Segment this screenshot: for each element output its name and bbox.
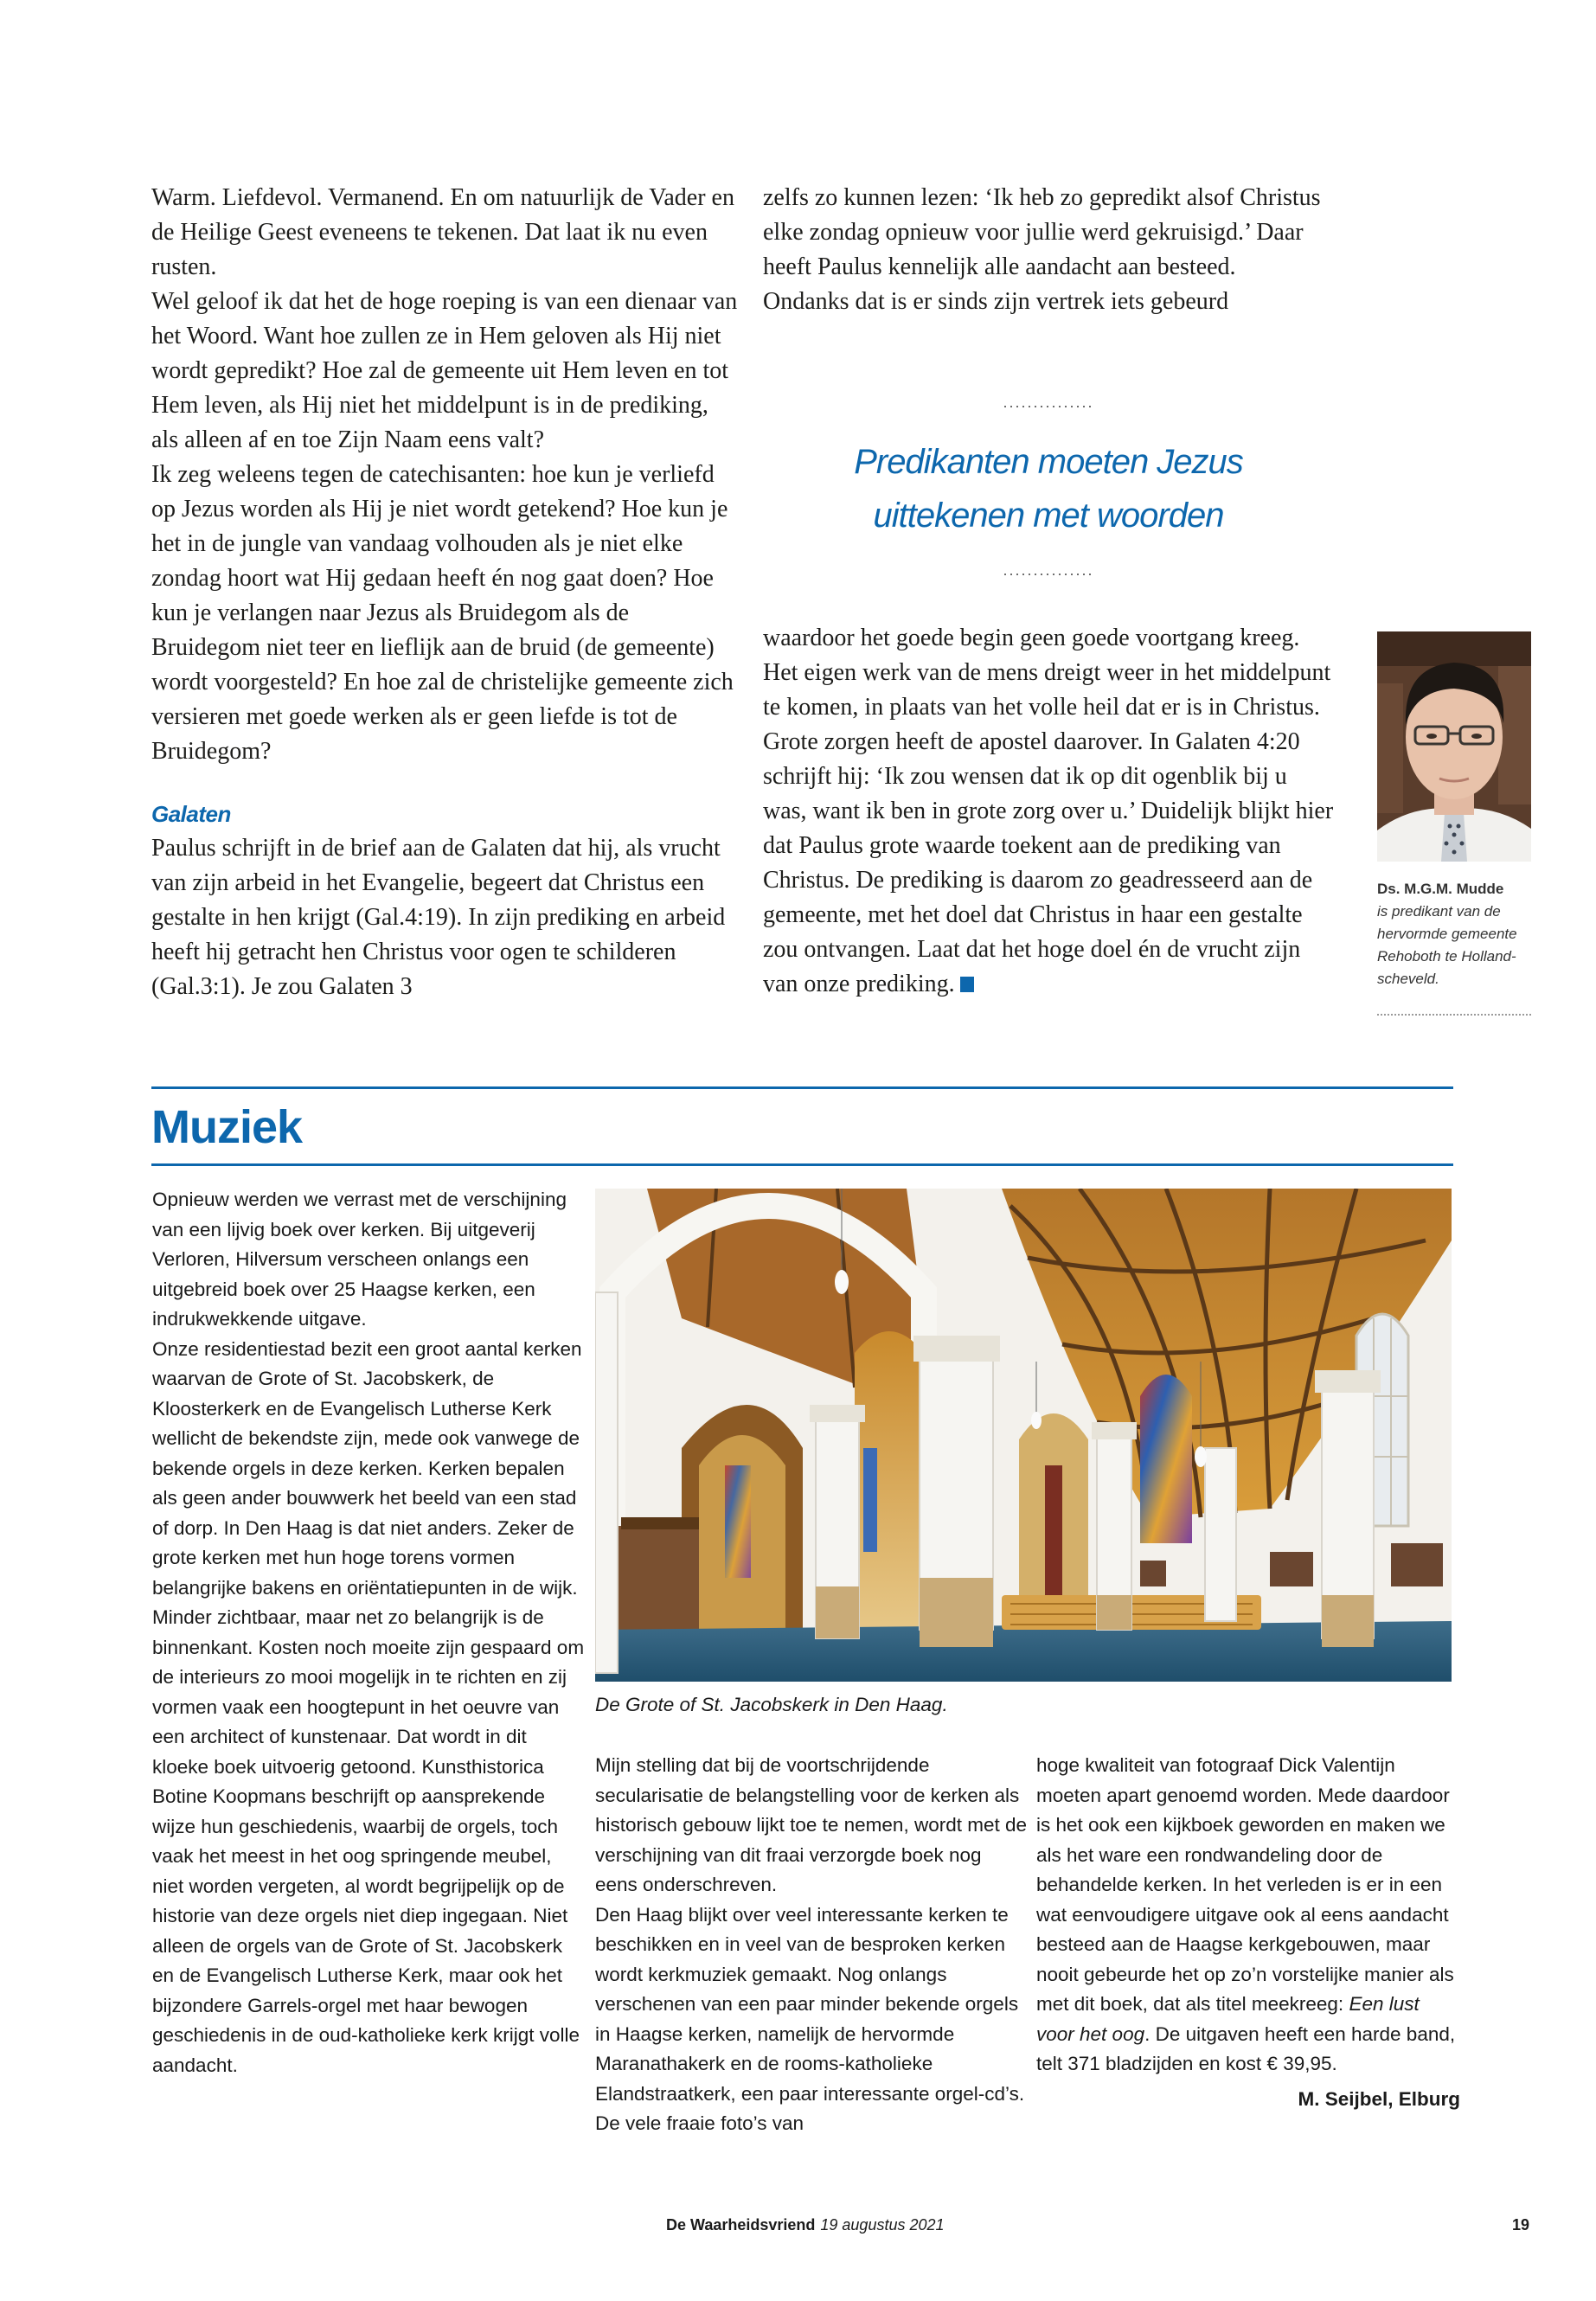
publication-name: De Waarheidsvriend [666,2216,816,2234]
book-title: Een lust voor het oog [1036,1993,1420,2045]
pull-quote-text [763,435,1334,542]
page-footer [666,2214,945,2235]
paragraph: Wel geloof ik dat het de hoge roeping is van een dienaar van het Woord. Want hoe zullen ze in Hem geloven als Hij niet wordt gepredikt? Hoe zal de gemeente uit Hem leven en tot Hem leven, als Hij niet het middelpunt is in de prediking, als alleen af en toe Zijn Naam eens valt? [151,288,738,453]
paragraph: Den Haag blijkt over veel interessante kerken te beschikken en in veel van de besproken kerken wordt kerkmuziek gemaakt. Nog onlangs verschenen van een paar minder bekende orgels in Haagse kerken, namelijk de hervormde Maranathakerk en de rooms-katholieke Elandstraatkerk, een paar interessante orgel-cd’s. De vele fraaie foto’s van [595,1903,1025,2134]
section-rule-top [151,1086,1453,1089]
issue-date: 19 augustus 2021 [820,2216,945,2234]
section-title-muziek: Muziek [151,1101,303,1153]
pull-quote-line-1: Predikanten moeten Jezus [854,443,1243,481]
muziek-column-3 [1036,1751,1460,2114]
end-of-article-square-icon [960,977,974,992]
muziek-column-1 [152,1185,585,2080]
church-interior-photo [595,1189,1452,1682]
author-photo [1377,631,1531,862]
page-number: 19 [1512,2216,1530,2234]
paragraph: Opnieuw werden we verrast met de verschijning van een lijvig boek over kerken. Bij uitgeverij Verloren, Hilversum verscheen onlangs een uitgebreid boek over 25 Haagse kerken, een indrukwekkende uitgave. [152,1189,567,1330]
author-caption [1377,878,1531,990]
author-divider [1377,1014,1531,1016]
photo-caption: De Grote of St. Jacobskerk in Den Haag. [595,1694,948,1715]
subheading-galaten: Galaten [151,801,231,827]
article-column-2-top [763,181,1334,319]
pull-quote-divider-top: ............... [1003,394,1094,411]
paragraph: Ik zeg weleens tegen de catechisanten: hoe kun je verliefd op Jezus worden als Hij je niet wordt getekend? Hoe kun je het in de jungle van vandaag volhouden als je niet elke zondag hoort wat Hij gedaan heeft én nog gaat doen? Hoe kun je verlangen naar Jezus als Bruidegom als de Bruidegom niet teer en lieflijk aan de bruid (de gemeente) wordt voorgesteld? En hoe zal de christelijke gemeente zich versieren met goede werken als er geen liefde is tot de Bruidegom? [151,461,734,765]
article-column-2-bottom [763,621,1334,1002]
paragraph: Mijn stelling dat bij de voortschrijdende secularisatie de belangstelling voor de kerken als historisch gebouw lijkt toe te nemen, wordt met de verschijning van dit fraai verzorgde boek nog eens onderschreven. [595,1754,1027,1895]
paragraph: zelfs zo kunnen lezen: ‘Ik heb zo gepredikt alsof Christus elke zondag opnieuw voor jullie werd gekruisigd.’ Daar heeft Paulus kennelijk alle aandacht aan besteed. [763,184,1321,280]
pull-quote [763,394,1334,579]
paragraph: Warm. Liefdevol. Vermanend. En om natuurlijk de Vader en de Heilige Geest eveneens te tekenen. Dat laat ik nu even rusten. [151,184,734,280]
author-bio: is predikant van de hervormde gemeente Rehoboth te Hollandscheveld. [1377,903,1517,987]
author-signature: M. Seijbel, Elburg [1298,2087,1460,2110]
paragraph: Paulus schrijft in de brief aan de Galaten dat hij, als vrucht van zijn arbeid in het Evangelie, begeert dat Christus een gestalte in hen krijgt (Gal.4:19). In zijn prediking en arbeid heeft hij getracht hen Christus voor ogen te schilderen (Gal.3:1). Je zou Galaten 3 [151,835,726,1000]
paragraph: Ondanks dat is er sinds zijn vertrek iets gebeurd [763,288,1229,315]
author-portrait-illustration [1377,631,1531,862]
muziek-column-2 [595,1751,1028,2139]
pull-quote-divider-bottom: ............... [1003,561,1094,579]
pull-quote-line-2: uittekenen met woorden [873,497,1224,535]
article-column-1 [151,181,740,1004]
church-interior-illustration [595,1189,1452,1682]
paragraph-text: waardoor het goede begin geen goede voortgang kreeg. Het eigen werk van de mens dreigt weer in het middelpunt te komen, in plaats van het volle heil dat er is in Christus. Grote zorgen heeft de apostel daarover. In Galaten 4:20 schrijft hij: ‘Ik zou wensen dat ik op dit ogenblik bij u was, want ik ben in grote zorg over u.’ Duidelijk blijkt hier dat Paulus grote waarde toekent aan de prediking van Christus. De prediking is daarom zo geadresseerd aan de gemeente, met het doel dat Christus in haar een gestalte zou ontvangen. Laat dat het hoge doel én de vrucht zijn van onze prediking. [763,625,1334,997]
section-rule-bottom [151,1163,1453,1166]
paragraph-text: hoge kwaliteit van fotograaf Dick Valentijn moeten apart genoemd worden. Mede daardoor is het ook een kijkboek geworden en maken we als het ware een rondwandeling door de behandelde kerken. In het verleden is er in een wat eenvoudigere uitgave ook al eens aandacht besteed aan de Haagse kerkgebouwen, maar nooit gebeurde het op zo’n vorstelijke manier als met dit boek, dat als titel meekreeg: [1036,1754,1454,2015]
paragraph [763,621,1334,1002]
author-name: Ds. M.G.M. Mudde [1377,881,1504,897]
paragraph: Onze residentiestad bezit een groot aantal kerken waarvan de Grote of St. Jacobskerk, de Kloosterkerk en de Evangelisch Lutherse Kerk wellicht de bekendste zijn, mede ook vanwege de bekende orgels in deze kerken. Kerken bepalen als geen ander bouwwerk het beeld van een stad of dorp. In Den Haag is dat niet anders. Zeker de grote kerken met hun hoge torens vormen belangrijke bakens en oriëntatiepunten in de wijk. Minder zichtbaar, maar net zo belangrijk is de binnenkant. Kosten noch moeite zijn gespaard om de interieurs zo mooi mogelijk in te richten en zij vormen vaak een hoogtepunt in het oeuvre van een architect of kunstenaar. Dat wordt in dit kloeke boek uitvoerig getoond. Kunsthistorica Botine Koopmans beschrijft op aansprekende wijze hun geschiedenis, waarbij de orgels, toch vaak het meest in het oog springende meubel, niet worden vergeten, al wordt begrijpelijk op de historie van deze orgels niet diep ingegaan. Niet alleen de orgels van de Grote of St. Jacobskerk en de Evangelisch Lutherse Kerk, maar ook het bijzondere Garrels-orgel met haar bewogen geschiedenis in de oud-katholieke kerk krijgt volle aandacht. [152,1337,585,2076]
paragraph-text: . De uitgaven heeft een harde band, telt 371 bladzijden en kost € 39,95. [1036,2022,1456,2074]
paragraph [1036,1751,1460,2080]
